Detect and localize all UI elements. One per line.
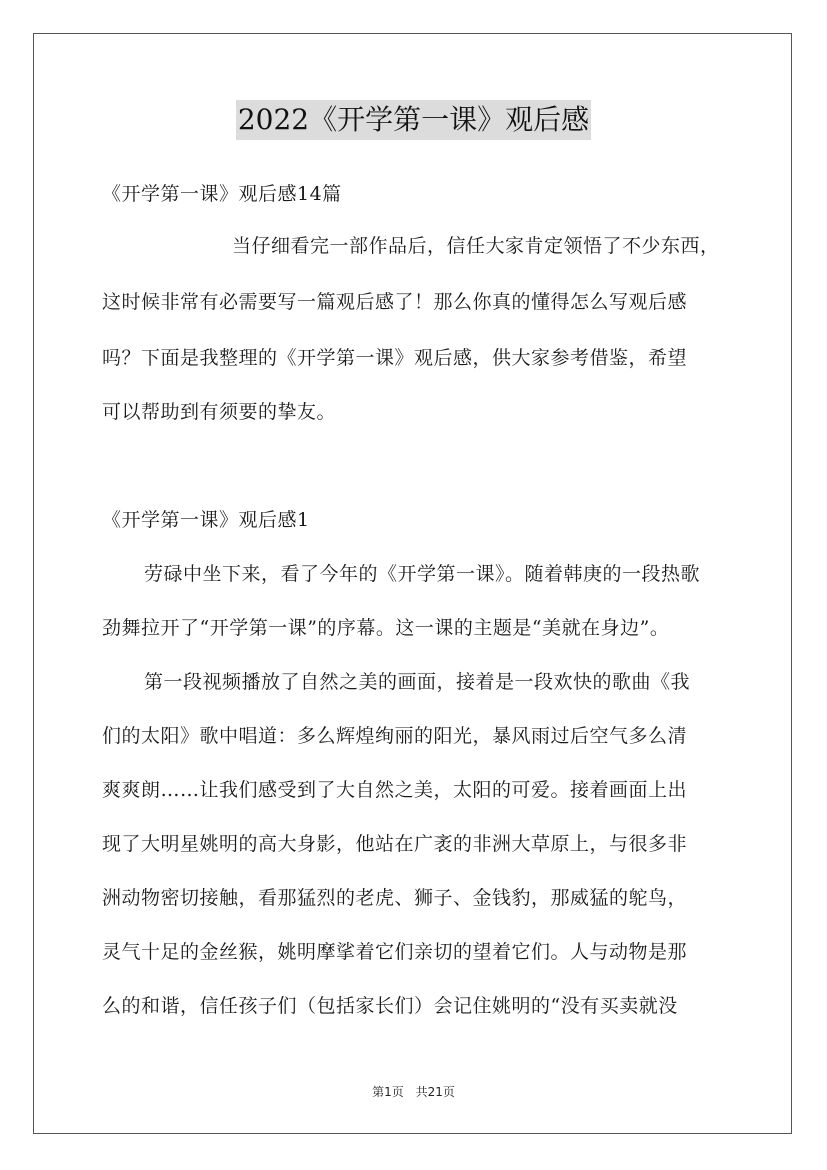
body-line: 么的和谐，信任孩子们（包括家长们）会记住姚明的“没有买卖就没	[102, 995, 678, 1017]
body-line: 们的太阳》歌中唱道：多么辉煌绚丽的阳光，暴风雨过后空气多么清	[102, 725, 688, 747]
page-footer	[0, 1083, 827, 1100]
intro-line: 当仔细看完一部作品后，信任大家肯定领悟了不少东西，	[232, 235, 720, 257]
body-line: 现了大明星姚明的高大身影，他站在广袤的非洲大草原上，与很多非	[102, 833, 688, 855]
section-heading: 《开学第一课》观后感1	[102, 509, 310, 531]
body-line: 第一段视频播放了自然之美的画面，接着是一段欢快的歌曲《我	[144, 671, 691, 693]
total-pages: 共21页	[415, 1085, 455, 1099]
body-line: 劲舞拉开了“开学第一课”的序幕。这一课的主题是“美就在身边”。	[102, 617, 670, 639]
intro-line: 吗？下面是我整理的《开学第一课》观后感，供大家参考借鉴，希望	[102, 347, 688, 369]
body-line: 洲动物密切接触，看那猛烈的老虎、狮子、金钱豹，那威猛的鸵鸟，	[102, 887, 688, 909]
body-line: 灵气十足的金丝猴，姚明摩挲着它们亲切的望着它们。人与动物是那	[102, 941, 688, 963]
intro-line: 这时候非常有必需要写一篇观后感了！那么你真的懂得怎么写观后感	[102, 291, 688, 313]
intro-line: 可以帮助到有须要的挚友。	[102, 401, 337, 423]
body-line: 爽爽朗……让我们感受到了大自然之美，太阳的可爱。接着画面上出	[102, 779, 688, 801]
document-title: 2022《开学第一课》观后感	[236, 100, 591, 140]
body-line: 劳碌中坐下来，看了今年的《开学第一课》。随着韩庚的一段热歌	[144, 563, 701, 585]
title-container	[0, 100, 827, 140]
document-subtitle: 《开学第一课》观后感14篇	[102, 183, 342, 205]
page-number: 第1页	[372, 1085, 404, 1099]
